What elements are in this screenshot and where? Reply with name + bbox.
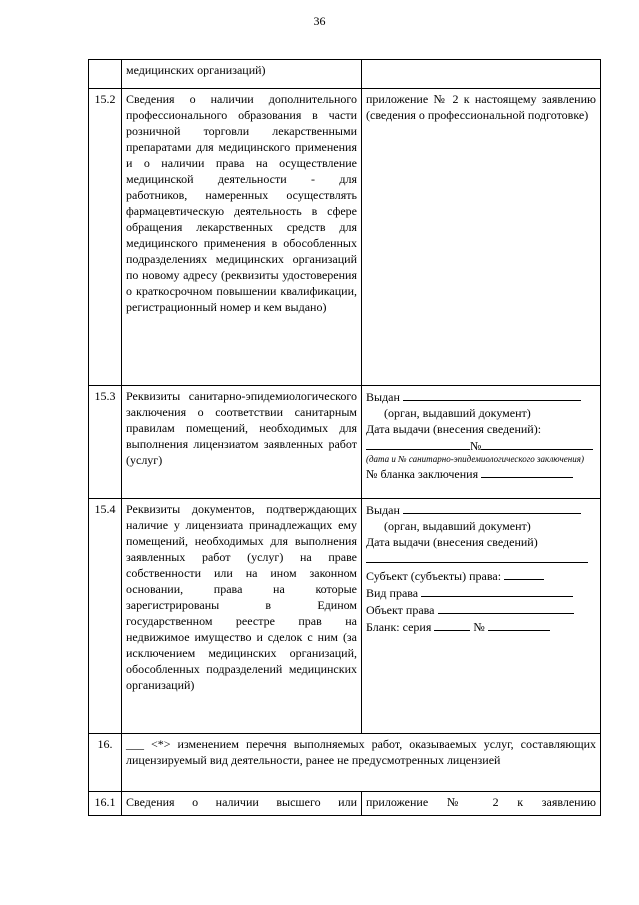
- row-description: Реквизиты документов, подтверждающих наличие у лицензиата принадлежащих ему помещений, необходимых для выполнения заявленных работ (услуг) на праве собственности или на ином законном основании, права на которые зарегистрированы в Едином государственном реестре прав на недвижимое имущество и сделок с ним (за исключением медицинских организаций, обособленных подразделений медицинских организаций): [122, 499, 362, 734]
- section-heading: ___ <*> изменением перечня выполняемых работ, оказываемых услуг, составляющих лицензируемый вид деятельности, ранее не предусмотренных лицензией: [122, 734, 601, 792]
- row-description: Сведения о наличии высшего или: [122, 792, 362, 816]
- row-number: 15.2: [89, 89, 122, 386]
- row-number: [89, 60, 122, 89]
- row-number: 15.4: [89, 499, 122, 734]
- property-documents-fields: [362, 499, 601, 734]
- sanitary-conclusion-fields: [362, 386, 601, 499]
- table-row: [89, 386, 601, 499]
- conclusion-number-field[interactable]: [481, 437, 593, 450]
- issuer-hint: (орган, выдавший документ): [384, 519, 531, 533]
- page-number: 36: [313, 14, 326, 28]
- row-value: приложение № 2 к настоящему заявлению (сведения о профессиональной подготовке): [362, 89, 601, 386]
- issued-by-field[interactable]: [403, 388, 581, 401]
- application-table: [88, 59, 601, 816]
- issued-label: Выдан: [366, 390, 400, 404]
- number-sign: №: [473, 620, 485, 634]
- blank-number-field[interactable]: [488, 618, 550, 631]
- issued-label: Выдан: [366, 503, 400, 517]
- right-type-field[interactable]: [421, 584, 573, 597]
- row-description: медицинских организаций): [122, 60, 362, 89]
- table-row: [89, 60, 601, 89]
- issue-date-field[interactable]: [366, 550, 588, 563]
- table-row: [89, 734, 601, 792]
- table-row: [89, 792, 601, 816]
- issued-by-field[interactable]: [403, 501, 581, 514]
- row-number: 16.1: [89, 792, 122, 816]
- blank-number-label: № бланка заключения: [366, 467, 479, 481]
- row-number: 15.3: [89, 386, 122, 499]
- blank-series-label: Бланк: серия: [366, 620, 432, 634]
- subjects-label: Субъект (субъекты) права:: [366, 569, 502, 583]
- table-row: [89, 89, 601, 386]
- row-value: приложение № 2 к заявлению: [362, 792, 601, 816]
- row-number: 16.: [89, 734, 122, 792]
- subjects-field[interactable]: [504, 567, 544, 580]
- row-description: Реквизиты санитарно-эпидемиологического заключения о соответствии санитарным правилам помещений, необходимых для выполнения лицензиатом заявленных работ (услуг): [122, 386, 362, 499]
- row-description: Сведения о наличии дополнительного профессионального образования в части розничной торговли лекарственными препаратами для медицинского применения и о наличии права на осуществление медицинской деятельности - для работников, намеренных осуществлять фармацевтическую деятельность в сфере обращения лекарственных средств для медицинского применения в обособленных подразделениях медицинских организаций по новому адресу (реквизиты удостоверения о краткосрочном повышении квалификации, регистрационный номер и кем выдано): [122, 89, 362, 386]
- right-type-label: Вид права: [366, 586, 419, 600]
- conclusion-date-field[interactable]: [366, 437, 470, 450]
- object-label: Объект права: [366, 603, 435, 617]
- issue-date-label: Дата выдачи (внесения сведений):: [366, 422, 542, 436]
- blank-number-field[interactable]: [481, 465, 573, 478]
- blank-series-field[interactable]: [434, 618, 470, 631]
- issue-date-label: Дата выдачи (внесения сведений): [366, 535, 538, 549]
- row-value: [362, 60, 601, 89]
- table-row: [89, 499, 601, 734]
- issuer-hint: (орган, выдавший документ): [384, 406, 531, 420]
- object-field[interactable]: [438, 601, 574, 614]
- number-sign: №: [470, 439, 482, 453]
- date-number-hint: (дата и № санитарно-эпидемиологического заключения): [366, 454, 584, 464]
